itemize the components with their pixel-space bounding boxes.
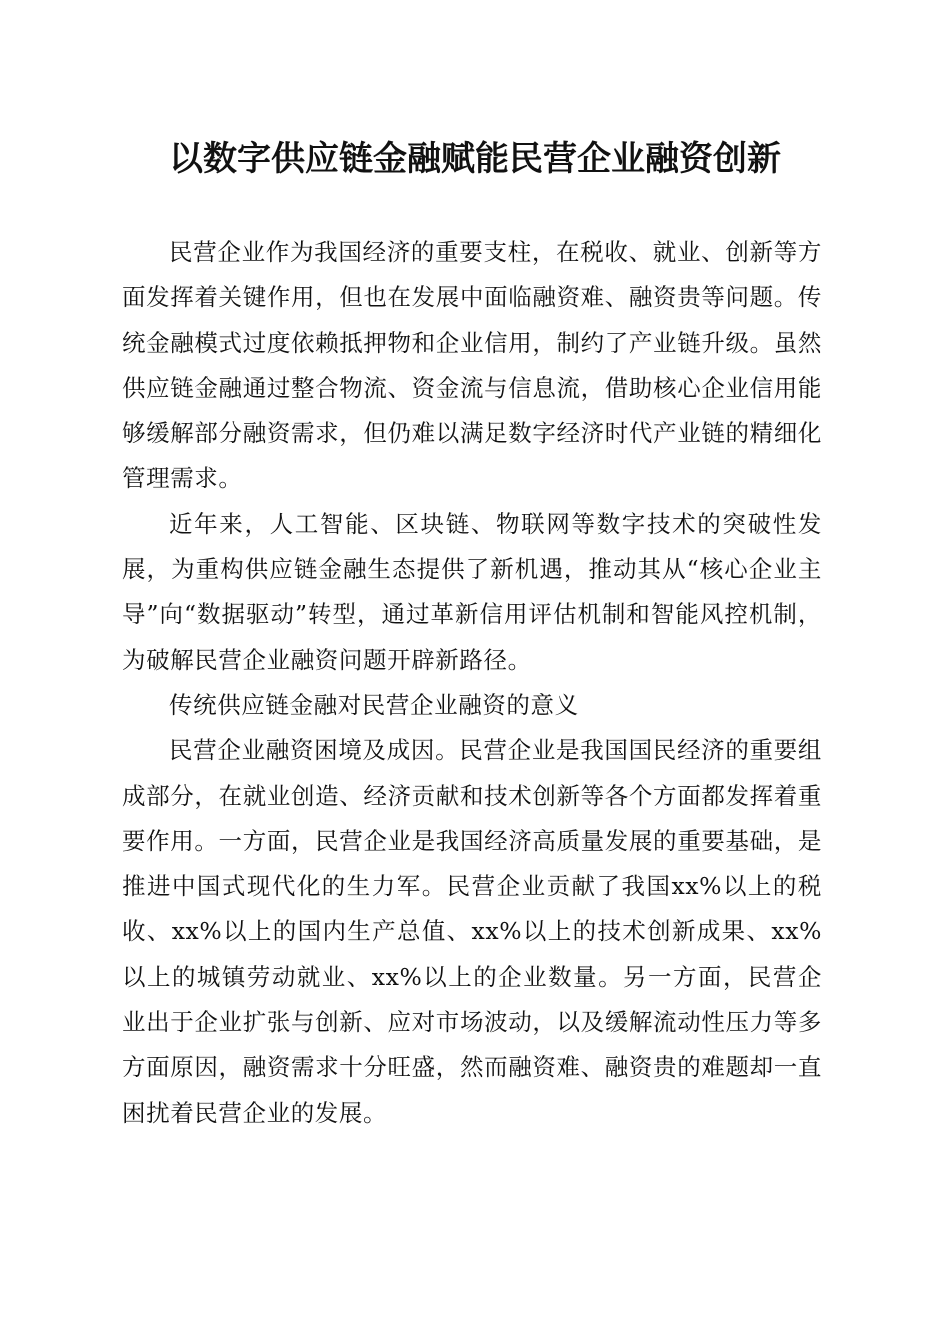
paragraph-financing-difficulty: 民营企业融资困境及成因。民营企业是我国国民经济的重要组成部分，在就业创造、经济贡献和技术创新等各个方面都发挥着重要作用。一方面，民营企业是我国经济高质量发展的重要基础，是推进中国式现代化的生力军。民营企业贡献了我国xx%以上的税收、xx%以上的国内生产总值、xx%以上的技术创新成果、xx%以上的城镇劳动就业、xx%以上的企业数量。另一方面，民营企业出于企业扩张与创新、应对市场波动，以及缓解流动性压力等多方面原因，融资需求十分旺盛，然而融资难、融资贵的难题却一直困扰着民营企业的发展。 bbox=[122, 736, 822, 1127]
section-heading: 传统供应链金融对民营企业融资的意义 bbox=[169, 690, 579, 719]
document-title: 以数字供应链金融赋能民营企业融资创新 bbox=[169, 139, 781, 179]
paragraph-digital-tech: 近年来，人工智能、区块链、物联网等数字技术的突破性发展，为重构供应链金融生态提供了新机遇，推动其从“核心企业主导”向“数据驱动”转型，通过革新信用评估机制和智能风控机制，为破解民营企业融资问题开辟新路径。 bbox=[122, 509, 822, 674]
document-body bbox=[122, 230, 822, 1136]
paragraph-intro: 民营企业作为我国经济的重要支柱，在税收、就业、创新等方面发挥着关键作用，但也在发展中面临融资难、融资贵等问题。传统金融模式过度依赖抵押物和企业信用，制约了产业链升级。虽然供应链金融通过整合物流、资金流与信息流，借助核心企业信用能够缓解部分融资需求，但仍难以满足数字经济时代产业链的精细化管理需求。 bbox=[122, 238, 822, 493]
